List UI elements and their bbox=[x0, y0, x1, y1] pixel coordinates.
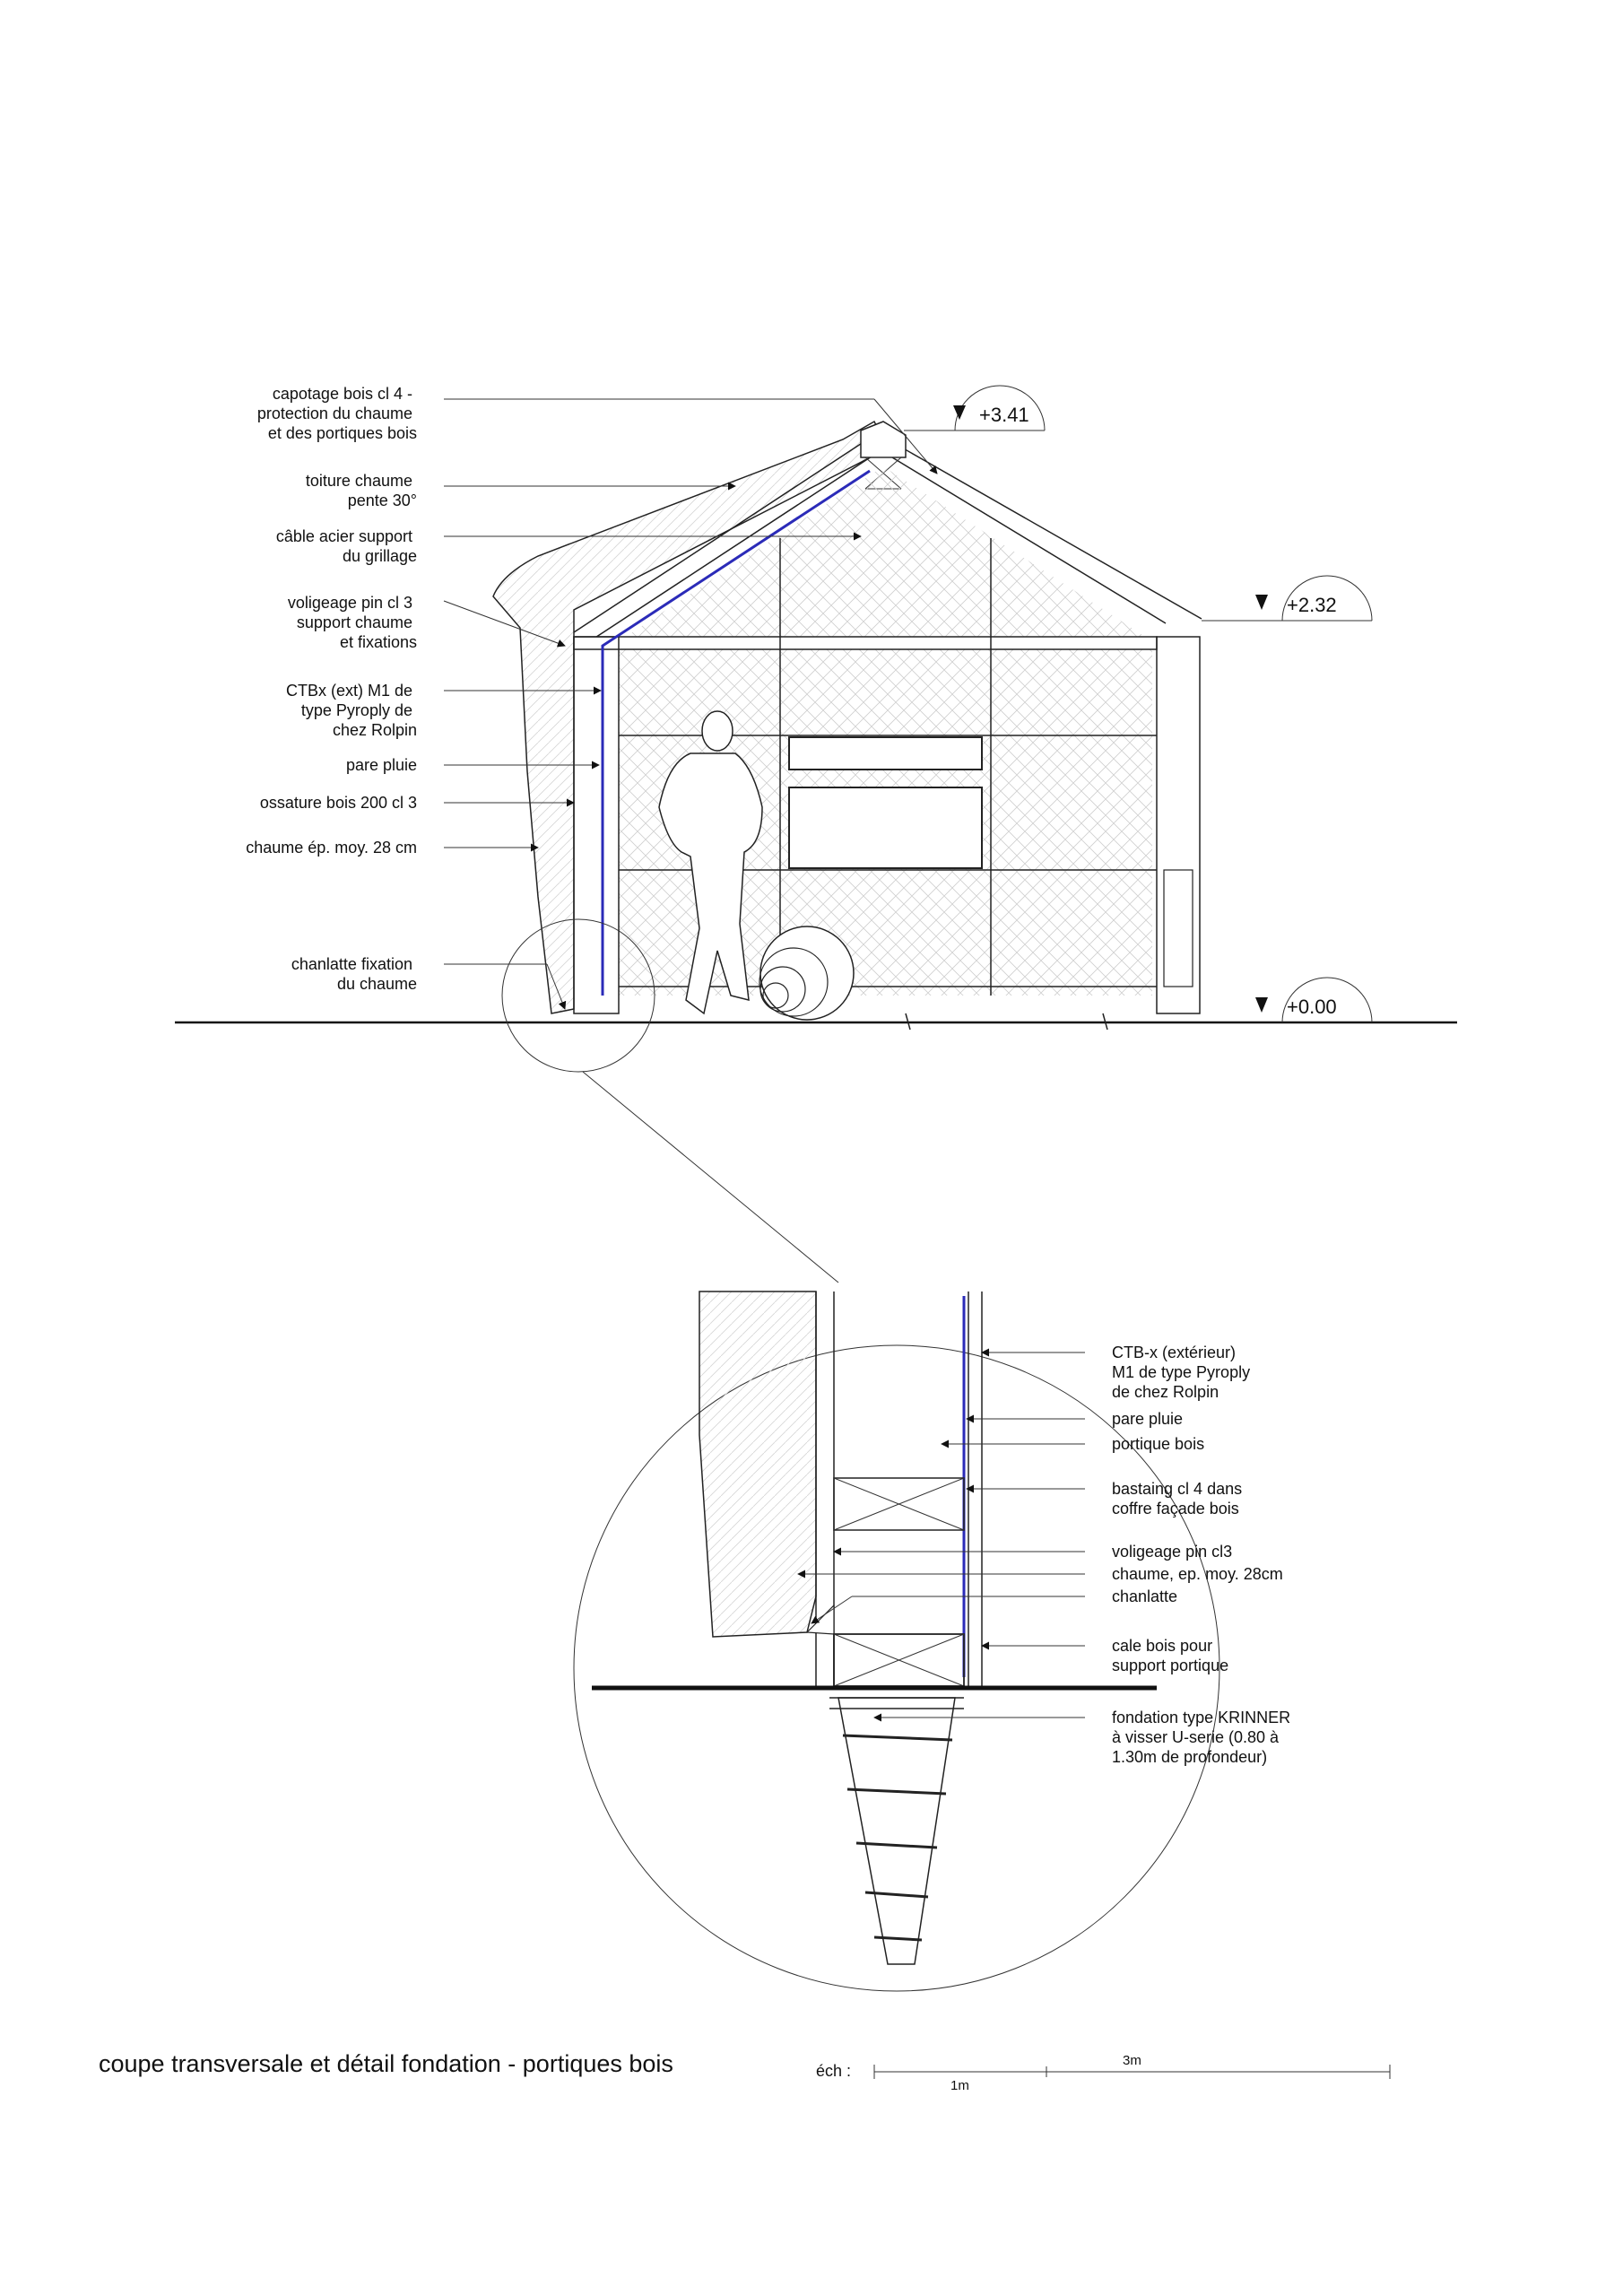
detail-screw-pile bbox=[829, 1698, 964, 1964]
window-bottom bbox=[789, 787, 982, 868]
label-pare-pluie: pare pluie bbox=[345, 756, 417, 774]
detail-label-bastaing: bastaing cl 4 dans coffre façade bois bbox=[1112, 1480, 1243, 1518]
level-label: +2.32 bbox=[1287, 594, 1337, 616]
detail-thatch bbox=[699, 1292, 816, 1637]
section-labels bbox=[246, 385, 417, 993]
label-cable: câble acier support du grillage bbox=[275, 527, 417, 565]
detail-callout-line bbox=[583, 1072, 838, 1283]
detail-bastaing bbox=[834, 1478, 964, 1530]
label-ctbx: CTBx (ext) M1 de type Pyroply de chez Rolpin bbox=[285, 682, 417, 739]
label-ossature: ossature bois 200 cl 3 bbox=[259, 794, 417, 812]
foundation-detail bbox=[574, 1292, 1295, 1991]
beam-top bbox=[574, 637, 1157, 649]
detail-label-pare-pluie: pare pluie bbox=[1112, 1410, 1184, 1428]
sphere-object bbox=[759, 926, 854, 1020]
scale-mark-1m: 1m bbox=[950, 2078, 969, 2093]
level-label: +3.41 bbox=[979, 404, 1029, 426]
label-capotage: capotage bois cl 4 - protection du chaume et des portiques bois bbox=[256, 385, 417, 442]
detail-label-ctbx: CTB-x (extérieur) M1 de type Pyroply de chez Rolpin bbox=[1112, 1344, 1251, 1401]
detail-label-voligeage: voligeage pin cl3 bbox=[1112, 1543, 1233, 1561]
detail-leaders bbox=[798, 1352, 1085, 1718]
label-chaume: chaume ép. moy. 28 cm bbox=[246, 839, 417, 857]
detail-label-chaume: chaume, ep. moy. 28cm bbox=[1112, 1565, 1283, 1583]
level-label: +0.00 bbox=[1287, 996, 1337, 1018]
drawing-title: coupe transversale et détail fondation - portiques bois bbox=[99, 2050, 673, 2077]
label-voligeage: voligeage pin cl 3 support chaume et fixations bbox=[287, 594, 417, 651]
detail-labels bbox=[1112, 1344, 1295, 1766]
window-top bbox=[789, 737, 982, 770]
label-chanlatte: chanlatte fixation du chaume bbox=[291, 955, 417, 993]
post-right bbox=[1157, 637, 1200, 1013]
right-wall-panel bbox=[1164, 870, 1193, 987]
post-left bbox=[574, 637, 619, 1013]
detail-label-cale: cale bois pour support portique bbox=[1112, 1637, 1229, 1674]
scale-mark-3m: 3m bbox=[1123, 2053, 1141, 2068]
label-toiture: toiture chaume pente 30° bbox=[305, 472, 417, 509]
level-marker-341 bbox=[904, 386, 1045, 430]
scale-bar bbox=[816, 2053, 1390, 2093]
level-marker-000 bbox=[1255, 978, 1372, 1022]
cross-section bbox=[175, 385, 1457, 1283]
level-marker-232 bbox=[1202, 576, 1372, 621]
detail-cale bbox=[834, 1634, 964, 1686]
detail-label-fondation: fondation type KRINNER à visser U-serie (0.80 à 1.30m de profondeur) bbox=[1112, 1709, 1291, 1766]
detail-label-chanlatte: chanlatte bbox=[1112, 1587, 1178, 1605]
scale-label: éch : bbox=[816, 2062, 852, 2080]
detail-label-portique: portique bois bbox=[1112, 1435, 1205, 1453]
